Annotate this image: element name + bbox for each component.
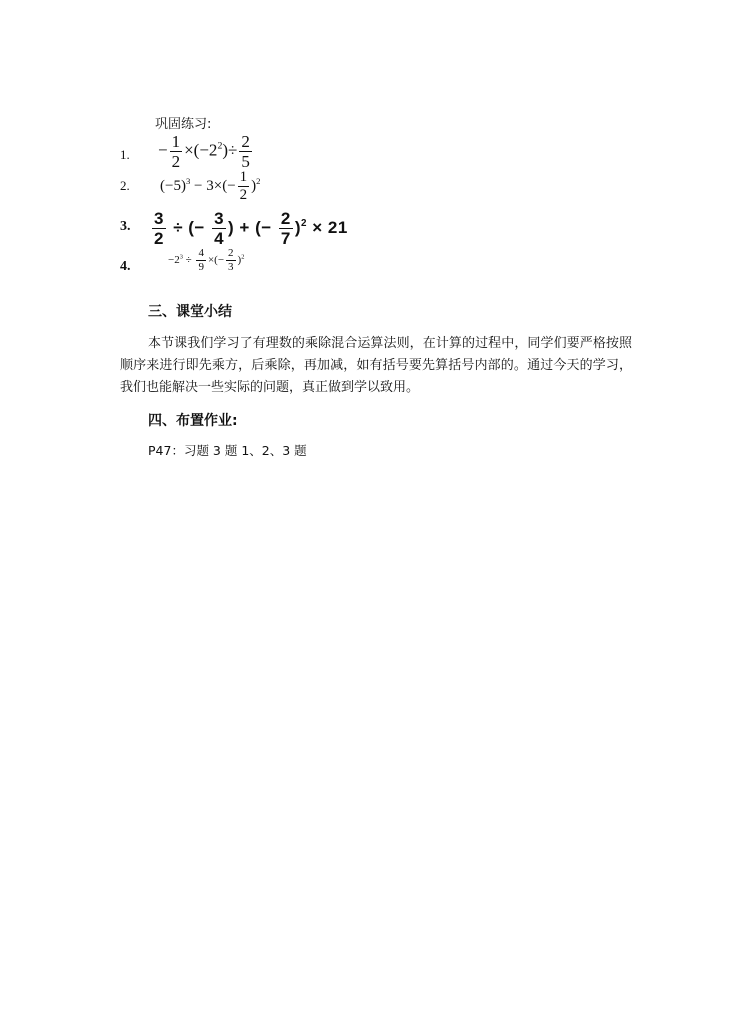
problem-2-number: 2. [120,178,130,193]
summary-heading: 三、课堂小结 [148,304,232,320]
practice-title: 巩固练习: [155,117,212,132]
problem-2-expression: $(-5)^3 - 3\times(-$ $\frac{1}{2}$ )$^2$ [160,169,261,203]
summary-paragraph: 本节课我们学习了有理数的乘除混合运算法则，在计算的过程中，同学们要严格按照顺序来进行即先乘方，后乘除，再加减，如有括号要先算括号内部的。通过今天的学习，我们也能解决一些实际的问题，真正做到学以致用。 [120,336,632,395]
homework-text: P47：习题 3 题 1、2、3 题 [148,443,307,458]
problem-1-number: 1. [120,147,130,162]
homework-heading: 四、布置作业: [148,413,238,429]
problem-3-number: 3. [120,219,131,234]
problem-1-expression: − $\frac{1}{2}$ $\times(-2^2)\div$ $\frac{2}{5}$ [158,132,250,171]
problem-4-expression: $-2^3$ ÷ $\frac{4}{9}$ ×(− $\frac{2}{3}$ )$^2$ [168,247,245,273]
problem-4-number: 4. [120,259,131,274]
problem-3-expression: $\frac{3}{2}$ ÷ (− $\frac{3}{4}$ ) + (− $\frac{2}{7}$ )$^2$ × 21 [154,209,348,248]
